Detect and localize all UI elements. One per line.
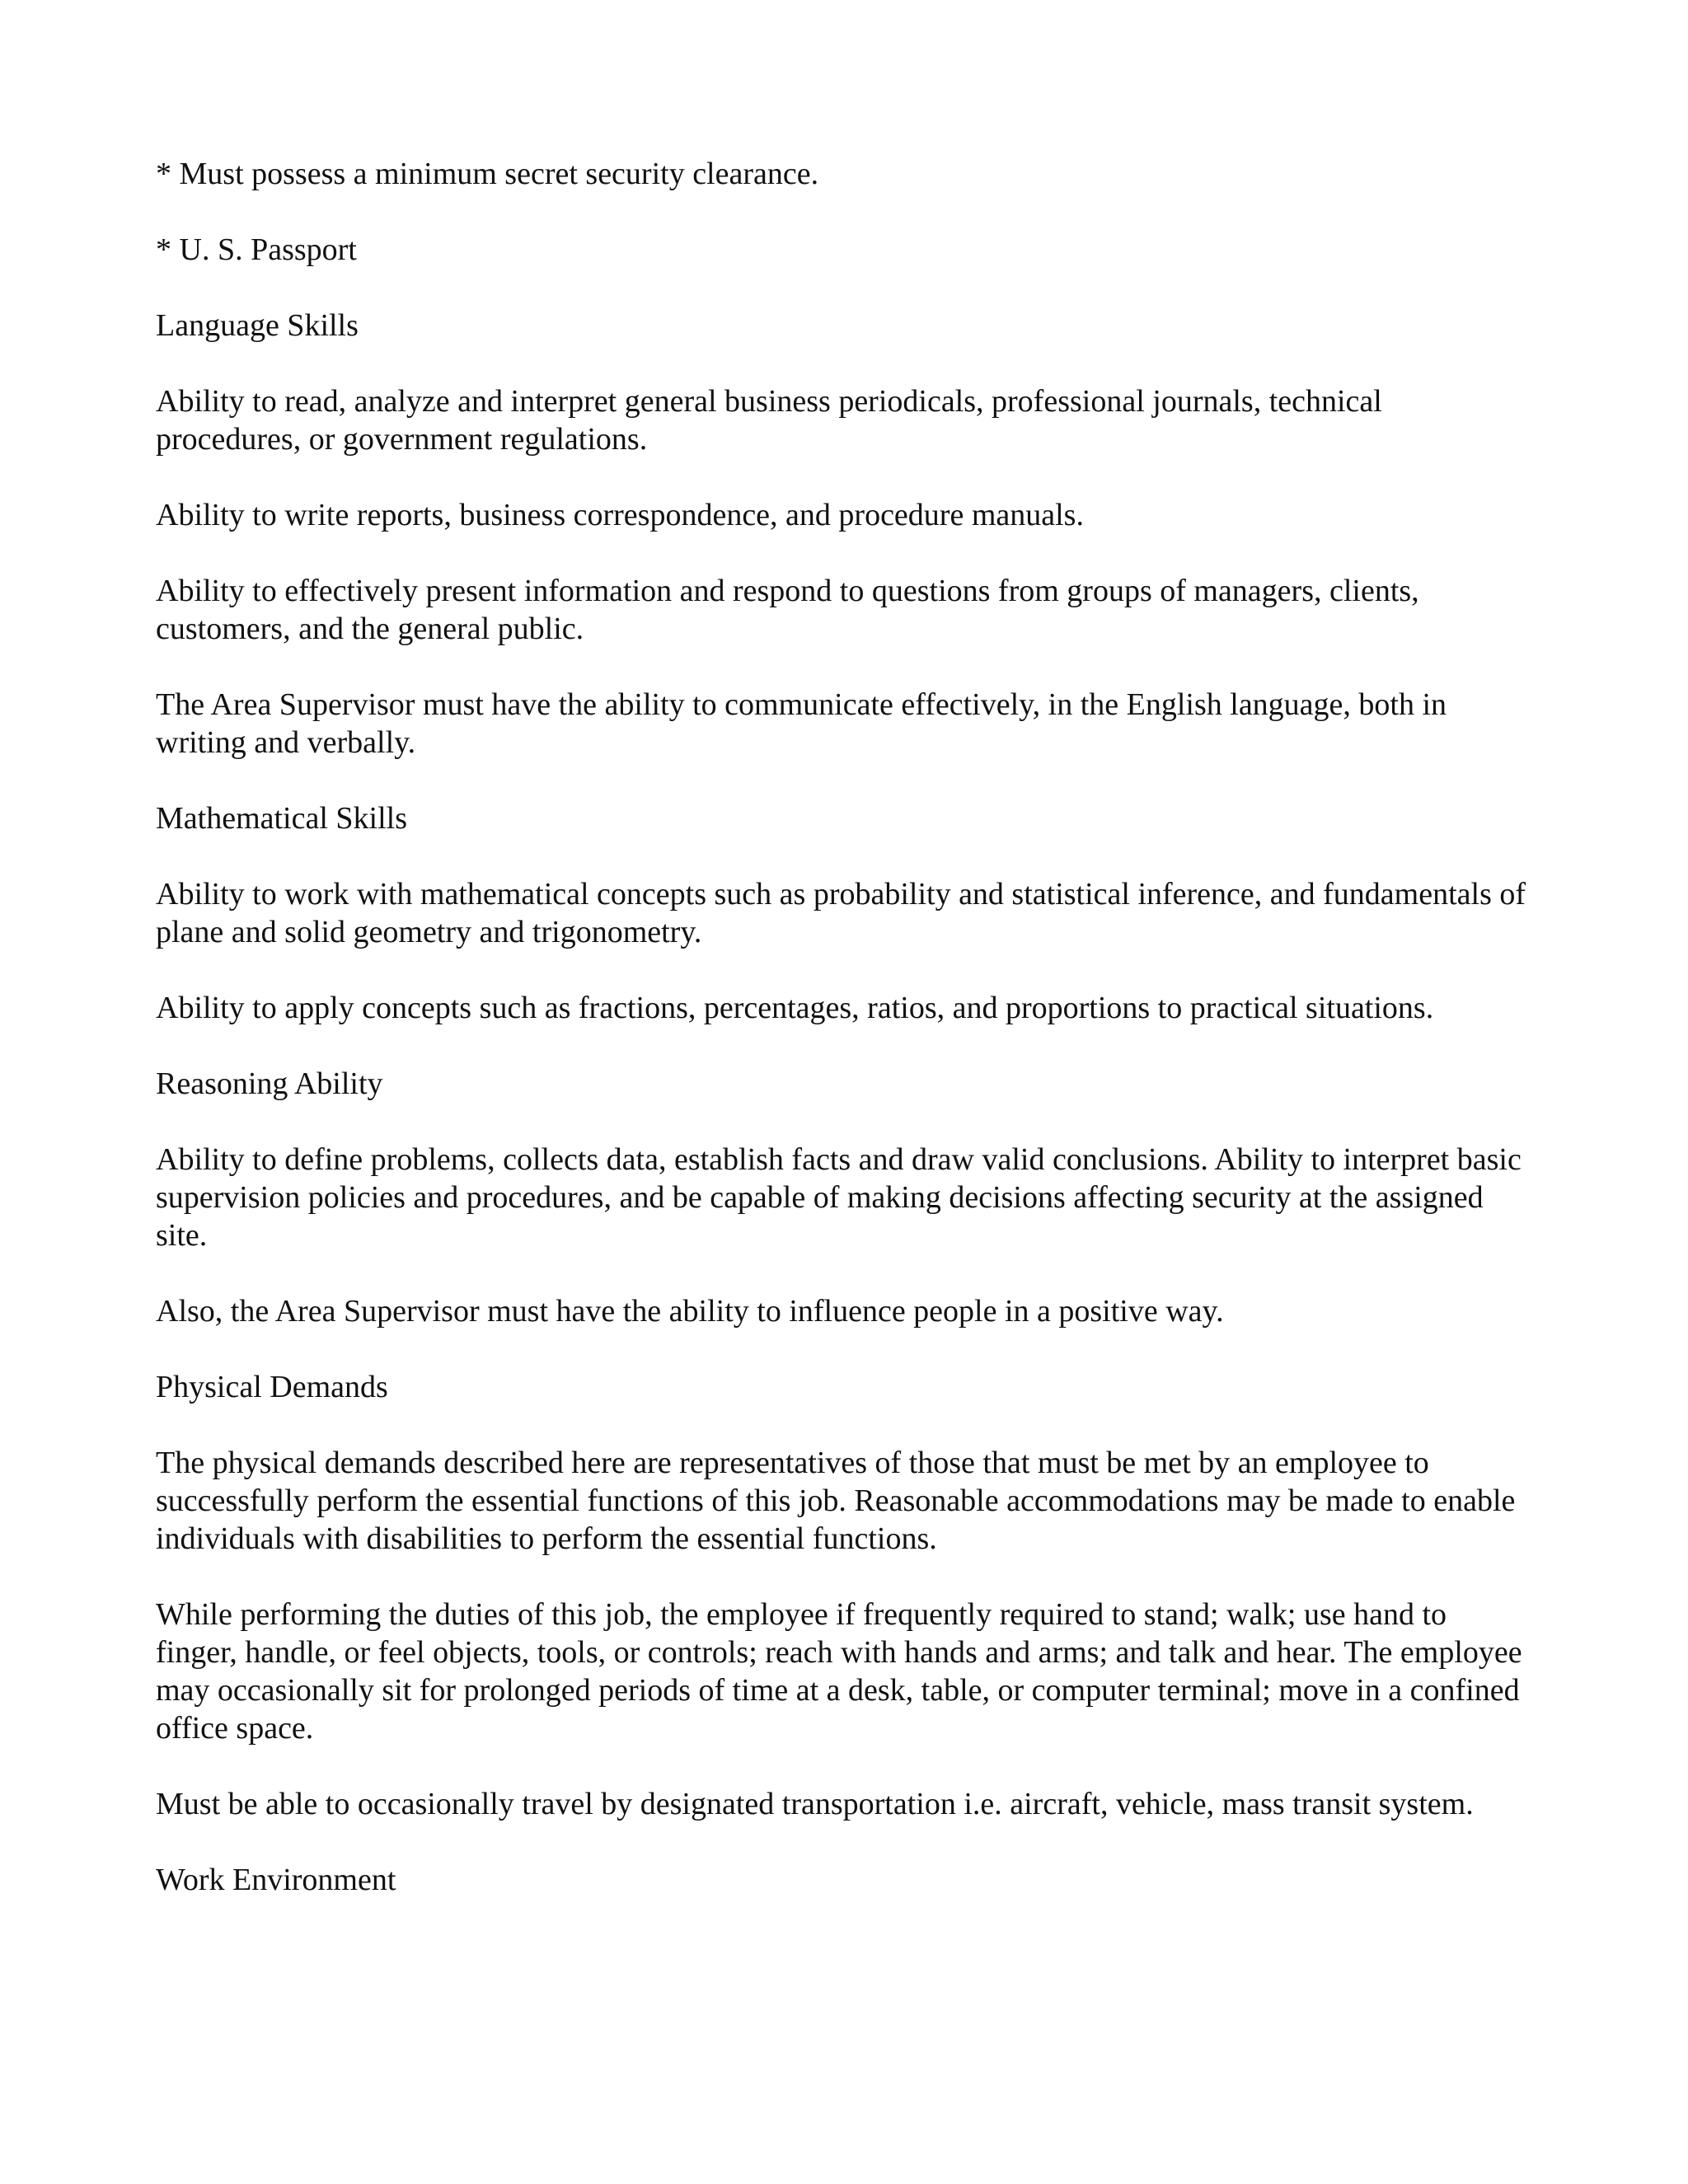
paragraph-influence-people: Also, the Area Supervisor must have the ability to influence people in a positive way. bbox=[156, 1294, 1224, 1329]
paragraph-travel: Must be able to occasionally travel by designated transportation i.e. aircraft, vehicle, mass transit system. bbox=[156, 1787, 1474, 1821]
paragraph-present-information: Ability to effectively present information and respond to questions from groups of managers, clients, customers, and the general public. bbox=[156, 574, 1419, 646]
heading-reasoning-ability: Reasoning Ability bbox=[156, 1066, 383, 1101]
paragraph-define-problems: Ability to define problems, collects data, establish facts and draw valid conclusions. Ability to interpret basic supervision policies and procedures, and be capable of making decisions affecting security at the assigned site. bbox=[156, 1142, 1522, 1253]
heading-physical-demands: Physical Demands bbox=[156, 1370, 388, 1404]
heading-work-environment: Work Environment bbox=[156, 1863, 396, 1897]
paragraph-write-reports: Ability to write reports, business correspondence, and procedure manuals. bbox=[156, 498, 1084, 532]
document-body bbox=[156, 155, 1532, 1937]
paragraph-physical-demands-described: The physical demands described here are representatives of those that must be met by an employee to successfully perform the essential functions of this job. Reasonable accommodations may be made to enable individuals with disabilities to perform the essential functions. bbox=[156, 1446, 1516, 1556]
bullet-security-clearance: * Must possess a minimum secret security clearance. bbox=[156, 157, 819, 191]
paragraph-performing-duties: While performing the duties of this job, the employee if frequently required to stand; walk; use hand to finger, handle, or feel objects, tools, or controls; reach with hands and arms; and talk and hear. The employee may occasionally sit for prolonged periods of time at a desk, table, or computer terminal; move in a confined office space. bbox=[156, 1597, 1522, 1746]
paragraph-read-analyze: Ability to read, analyze and interpret general business periodicals, professional journals, technical procedures, or government regulations. bbox=[156, 384, 1382, 457]
heading-language-skills: Language Skills bbox=[156, 308, 359, 343]
paragraph-communicate-english: The Area Supervisor must have the ability to communicate effectively, in the English language, both in writing and verbally. bbox=[156, 687, 1447, 760]
heading-mathematical-skills: Mathematical Skills bbox=[156, 801, 408, 836]
paragraph-apply-concepts: Ability to apply concepts such as fractions, percentages, ratios, and proportions to practical situations. bbox=[156, 991, 1434, 1025]
bullet-passport: * U. S. Passport bbox=[156, 232, 357, 267]
paragraph-math-concepts: Ability to work with mathematical concepts such as probability and statistical inference, and fundamentals of plane and solid geometry and trigonometry. bbox=[156, 877, 1526, 949]
